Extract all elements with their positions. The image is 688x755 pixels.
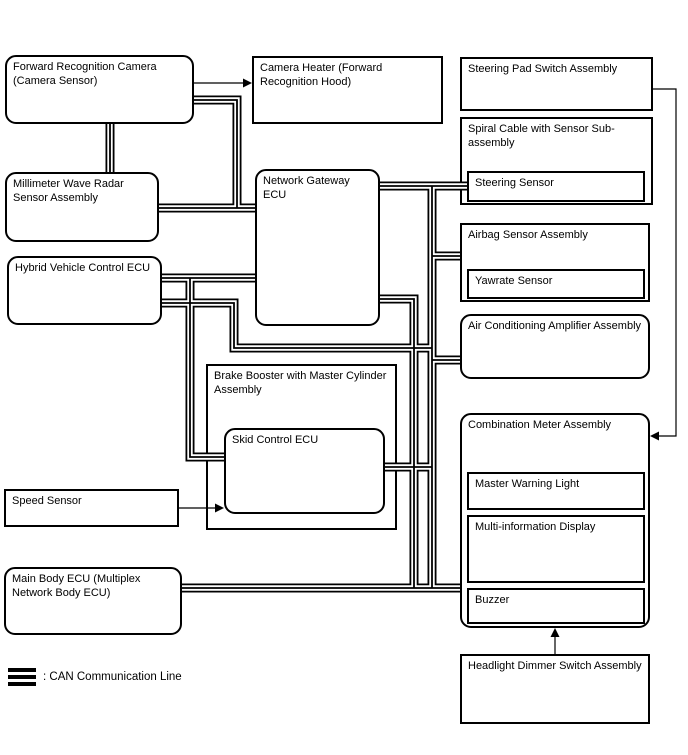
node-label-brake-booster: Brake Booster with Master Cylinder Assembly bbox=[214, 370, 387, 396]
node-millimeter-wave-radar bbox=[5, 172, 159, 242]
arrowhead-camera-to-heater-arrow bbox=[243, 79, 252, 88]
node-label-camera-heater: Camera Heater (Forward Recognition Hood) bbox=[260, 62, 383, 88]
node-camera-heater bbox=[252, 56, 443, 124]
node-label-master-warning-light: Master Warning Light bbox=[475, 478, 580, 490]
node-hybrid-vehicle-control-ecu bbox=[7, 256, 162, 325]
node-main-body-ecu bbox=[4, 567, 182, 635]
can-edge-camera-to-radar-gateway-line-outer bbox=[194, 100, 237, 208]
node-master-warning-light bbox=[467, 472, 645, 510]
node-skid-control-ecu bbox=[224, 428, 385, 514]
can-edge-camera-to-radar-gateway-line-gap bbox=[194, 100, 237, 208]
arrow-edge-steeringpad-to-combination-arrow bbox=[653, 89, 676, 436]
node-label-headlight-dimmer-switch: Headlight Dimmer Switch Assembly bbox=[468, 660, 642, 672]
arrowhead-headlight-to-combination-arrow bbox=[551, 628, 560, 637]
node-label-combination-meter: Combination Meter Assembly bbox=[468, 419, 612, 431]
node-label-yawrate-sensor: Yawrate Sensor bbox=[475, 275, 553, 287]
node-label-forward-recognition-camera: Forward Recognition Camera (Camera Sensor) bbox=[13, 61, 157, 87]
node-forward-recognition-camera bbox=[5, 55, 194, 124]
can-line-legend bbox=[8, 668, 182, 686]
node-label-skid-control-ecu: Skid Control ECU bbox=[232, 434, 319, 446]
node-air-conditioning-amplifier bbox=[460, 314, 650, 379]
arrowhead-steeringpad-to-combination-arrow bbox=[650, 432, 659, 441]
node-label-airbag-sensor-assembly: Airbag Sensor Assembly bbox=[468, 229, 588, 241]
node-yawrate-sensor bbox=[467, 269, 645, 299]
node-label-spiral-cable: Spiral Cable with Sensor Sub-assembly bbox=[468, 123, 615, 149]
node-label-air-conditioning-amplifier: Air Conditioning Amplifier Assembly bbox=[468, 320, 642, 332]
node-label-steering-pad-switch: Steering Pad Switch Assembly bbox=[468, 63, 618, 75]
node-buzzer bbox=[467, 588, 645, 624]
node-speed-sensor bbox=[4, 489, 179, 527]
node-label-buzzer: Buzzer bbox=[475, 594, 510, 606]
node-steering-pad-switch bbox=[460, 57, 653, 111]
node-label-hybrid-vehicle-control-ecu: Hybrid Vehicle Control ECU bbox=[15, 262, 151, 274]
node-label-speed-sensor: Speed Sensor bbox=[12, 495, 82, 507]
can-edge-camera-to-radar-gateway-line-core bbox=[194, 100, 237, 208]
can-line-legend-label: : CAN Communication Line bbox=[43, 671, 182, 683]
node-label-multi-information-display: Multi-information Display bbox=[475, 521, 596, 533]
node-network-gateway-ecu bbox=[255, 169, 380, 326]
node-headlight-dimmer-switch bbox=[460, 654, 650, 724]
node-label-steering-sensor: Steering Sensor bbox=[475, 177, 554, 189]
can-line-swatch bbox=[8, 668, 36, 686]
node-label-main-body-ecu: Main Body ECU (Multiplex Network Body ECU) bbox=[12, 573, 141, 599]
node-steering-sensor bbox=[467, 171, 645, 202]
node-multi-information-display bbox=[467, 515, 645, 583]
node-label-millimeter-wave-radar: Millimeter Wave Radar Sensor Assembly bbox=[13, 178, 124, 204]
node-label-network-gateway-ecu: Network Gateway ECU bbox=[263, 175, 350, 201]
